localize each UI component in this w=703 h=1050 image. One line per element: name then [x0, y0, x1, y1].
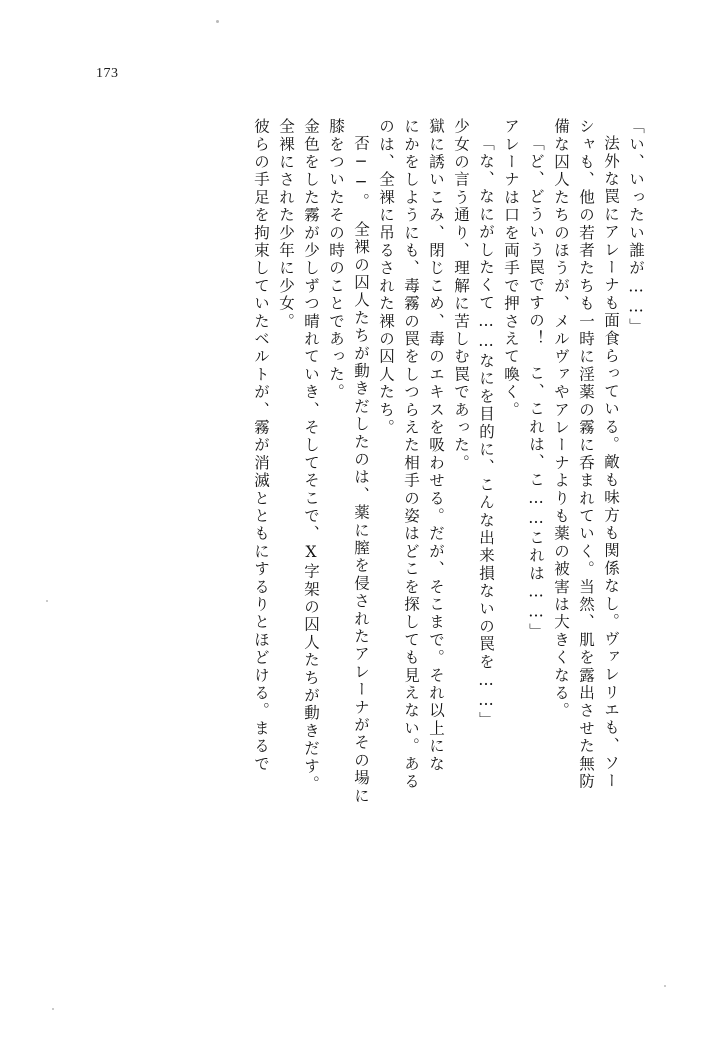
text-line: アレーナは口を両手で押さえて喚く。	[502, 118, 520, 419]
text-line: シャも、他の若者たちも一時に淫薬の霧に呑まれていく。当然、肌を露出させた無防	[577, 118, 595, 791]
scan-speck	[52, 1008, 54, 1010]
text-line: 彼らの手足を拘束していたベルトが、霧が消滅とともにするりとほどける。まるで	[252, 118, 270, 773]
vertical-body-text	[83, 118, 643, 988]
page-number: 173	[96, 66, 119, 81]
scan-speck	[46, 600, 48, 602]
scan-speck	[664, 985, 666, 987]
text-line: 「い、いったい誰が……」	[627, 118, 645, 336]
text-line: 金色をした霧が少しずつ晴れていき、そしてそこで、X字架の囚人たちが動きだす。	[302, 118, 320, 794]
text-line: 獄に誘いこみ、閉じこめ、毒のエキスを吸わせる。だが、そこまで。それ以上にな	[427, 118, 445, 773]
text-line: のは、全裸に吊るされた裸の囚人たち。	[377, 118, 395, 437]
scan-speck	[216, 20, 219, 23]
text-line: 否──。 全裸の囚人たちが動きだしたのは、薬に膣を侵されたアレーナがその場に	[352, 135, 370, 805]
text-line: 少女の言う通り、理解に苦しむ罠であった。	[452, 118, 470, 472]
text-line: 備な囚人たちのほうが、メルヴァやアレーナよりも薬の被害は大きくなる。	[552, 118, 570, 720]
text-line: 全裸にされた少年に少女。	[277, 118, 295, 331]
text-line: 「ど、どういう罠ですの！ こ、これは、こ……これは……」	[527, 135, 545, 641]
text-line: 法外な罠にアレーナも面食らっている。敵も味方も関係なし。ヴァレリエも、ソー	[602, 135, 620, 790]
text-line: 膝をついたその時のことであった。	[327, 118, 345, 402]
text-line: 「な、なにがしたくて……なにを目的に、こんな出来損ないの罠を……」	[477, 135, 495, 730]
text-line: にかをしようにも、毒霧の罠をしつらえた相手の姿はどこを探しても見えない。ある	[402, 118, 420, 791]
